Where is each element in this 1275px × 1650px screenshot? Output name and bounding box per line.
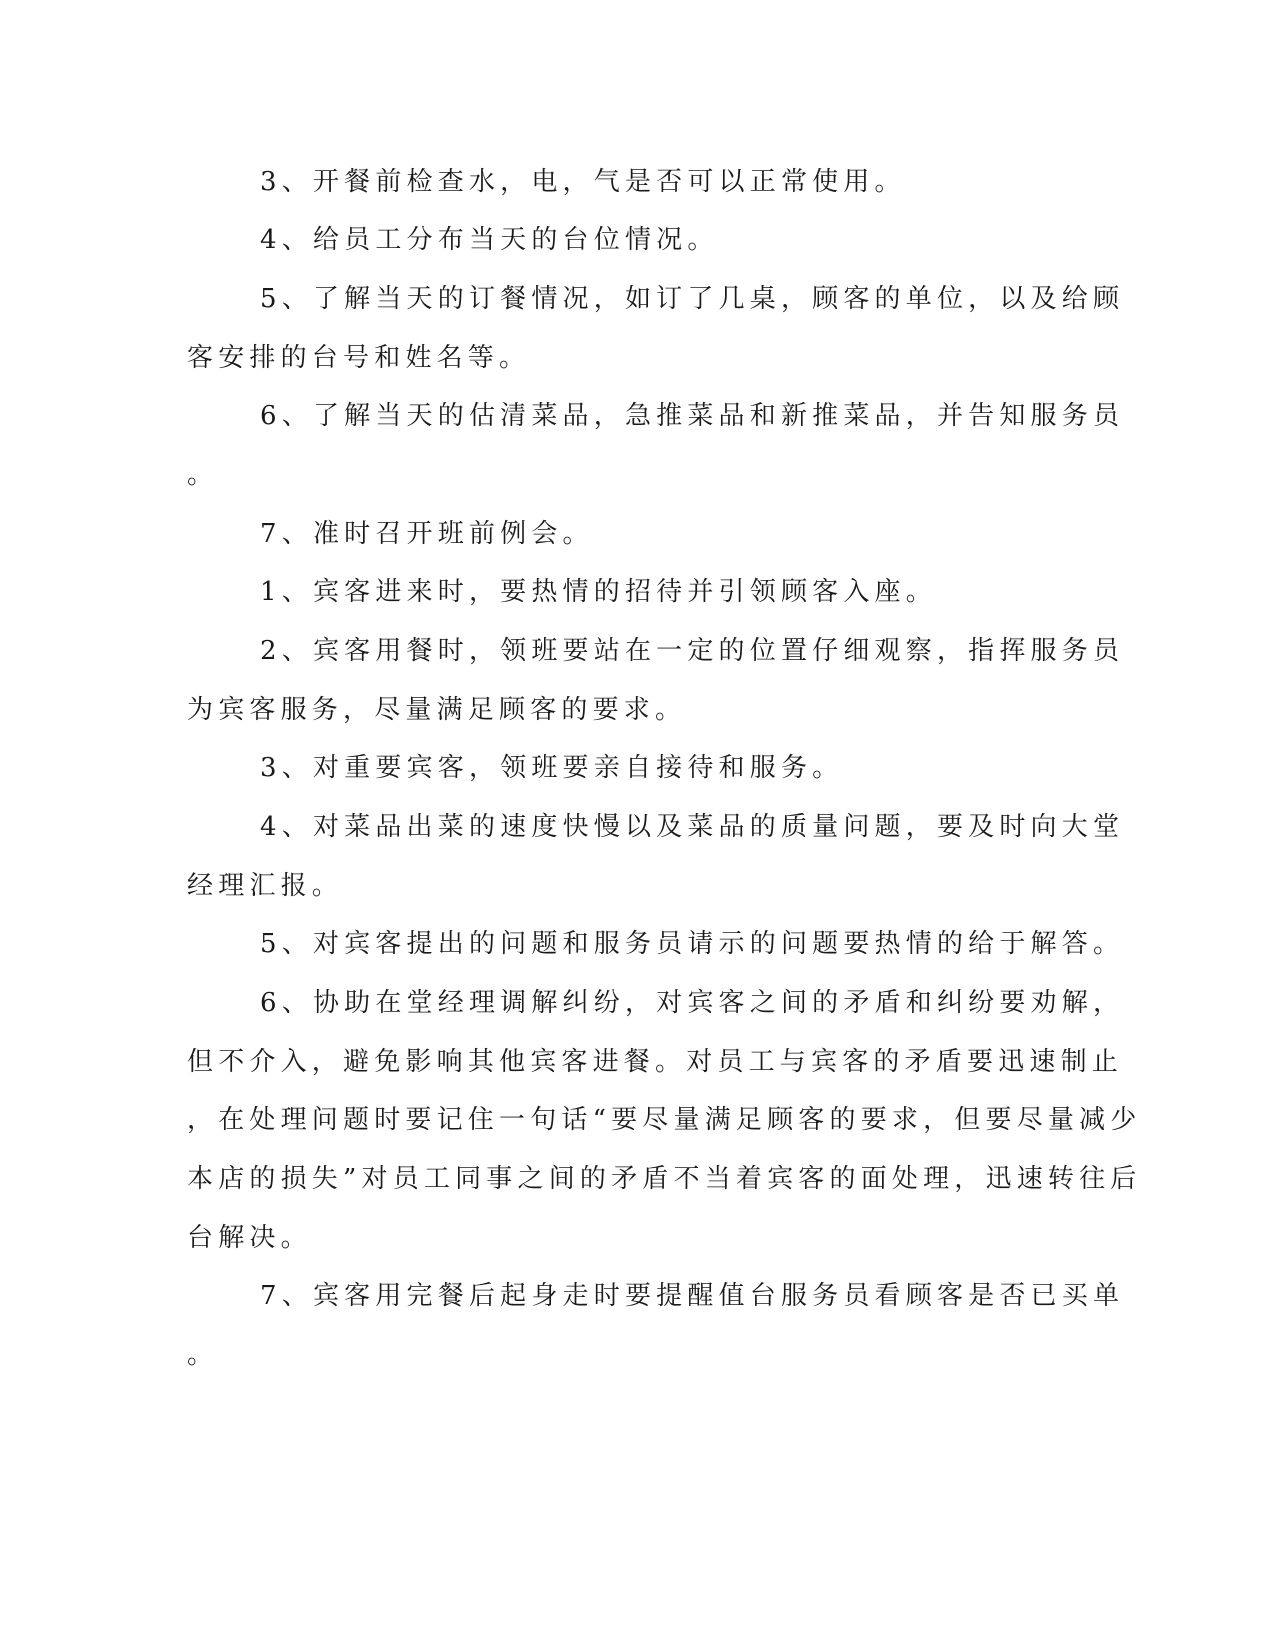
text-line: 7、准时召开班前例会。 [260, 519, 594, 549]
text-line: 经理汇报。 [187, 871, 344, 901]
text-line: 。 [187, 460, 219, 490]
text-line: 为宾客服务，尽量满足顾客的要求。 [187, 695, 687, 725]
text-line: ，在处理问题时要记住一句话“要尽量满足顾客的要求，但要尽量减少 [187, 1105, 1142, 1135]
text-line: 6、了解当天的估清菜品，急推菜品和新推菜品，并告知服务员 [260, 401, 1125, 431]
text-line: 5、了解当天的订餐情况，如订了几桌，顾客的单位，以及给顾 [260, 284, 1125, 314]
text-line: 1、宾客进来时，要热情的招待并引领顾客入座。 [260, 577, 937, 607]
text-line: 客安排的台号和姓名等。 [187, 343, 531, 373]
text-line: 但不介入，避免影响其他宾客进餐。对员工与宾客的矛盾要迅速制止 [187, 1047, 1124, 1077]
text-line: 4、对菜品出菜的速度快慢以及菜品的质量问题，要及时向大堂 [260, 812, 1125, 842]
text-line: 2、宾客用餐时，领班要站在一定的位置仔细观察，指挥服务员 [260, 636, 1125, 666]
text-line: 5、对宾客提出的问题和服务员请示的问题要热情的给于解答。 [260, 929, 1125, 959]
text-line: 台解决。 [187, 1223, 312, 1253]
text-line: 。 [187, 1340, 219, 1370]
text-line: 4、给员工分布当天的台位情况。 [260, 225, 719, 255]
text-line: 3、对重要宾客，领班要亲自接待和服务。 [260, 753, 844, 783]
text-line: 7、宾客用完餐后起身走时要提醒值台服务员看顾客是否已买单 [260, 1281, 1125, 1311]
text-line: 6、协助在堂经理调解纠纷，对宾客之间的矛盾和纠纷要劝解， [260, 988, 1125, 1018]
text-line: 3、开餐前检查水，电，气是否可以正常使用。 [260, 167, 906, 197]
text-line: 本店的损失”对员工同事之间的矛盾不当着宾客的面处理，迅速转往后 [187, 1164, 1142, 1194]
